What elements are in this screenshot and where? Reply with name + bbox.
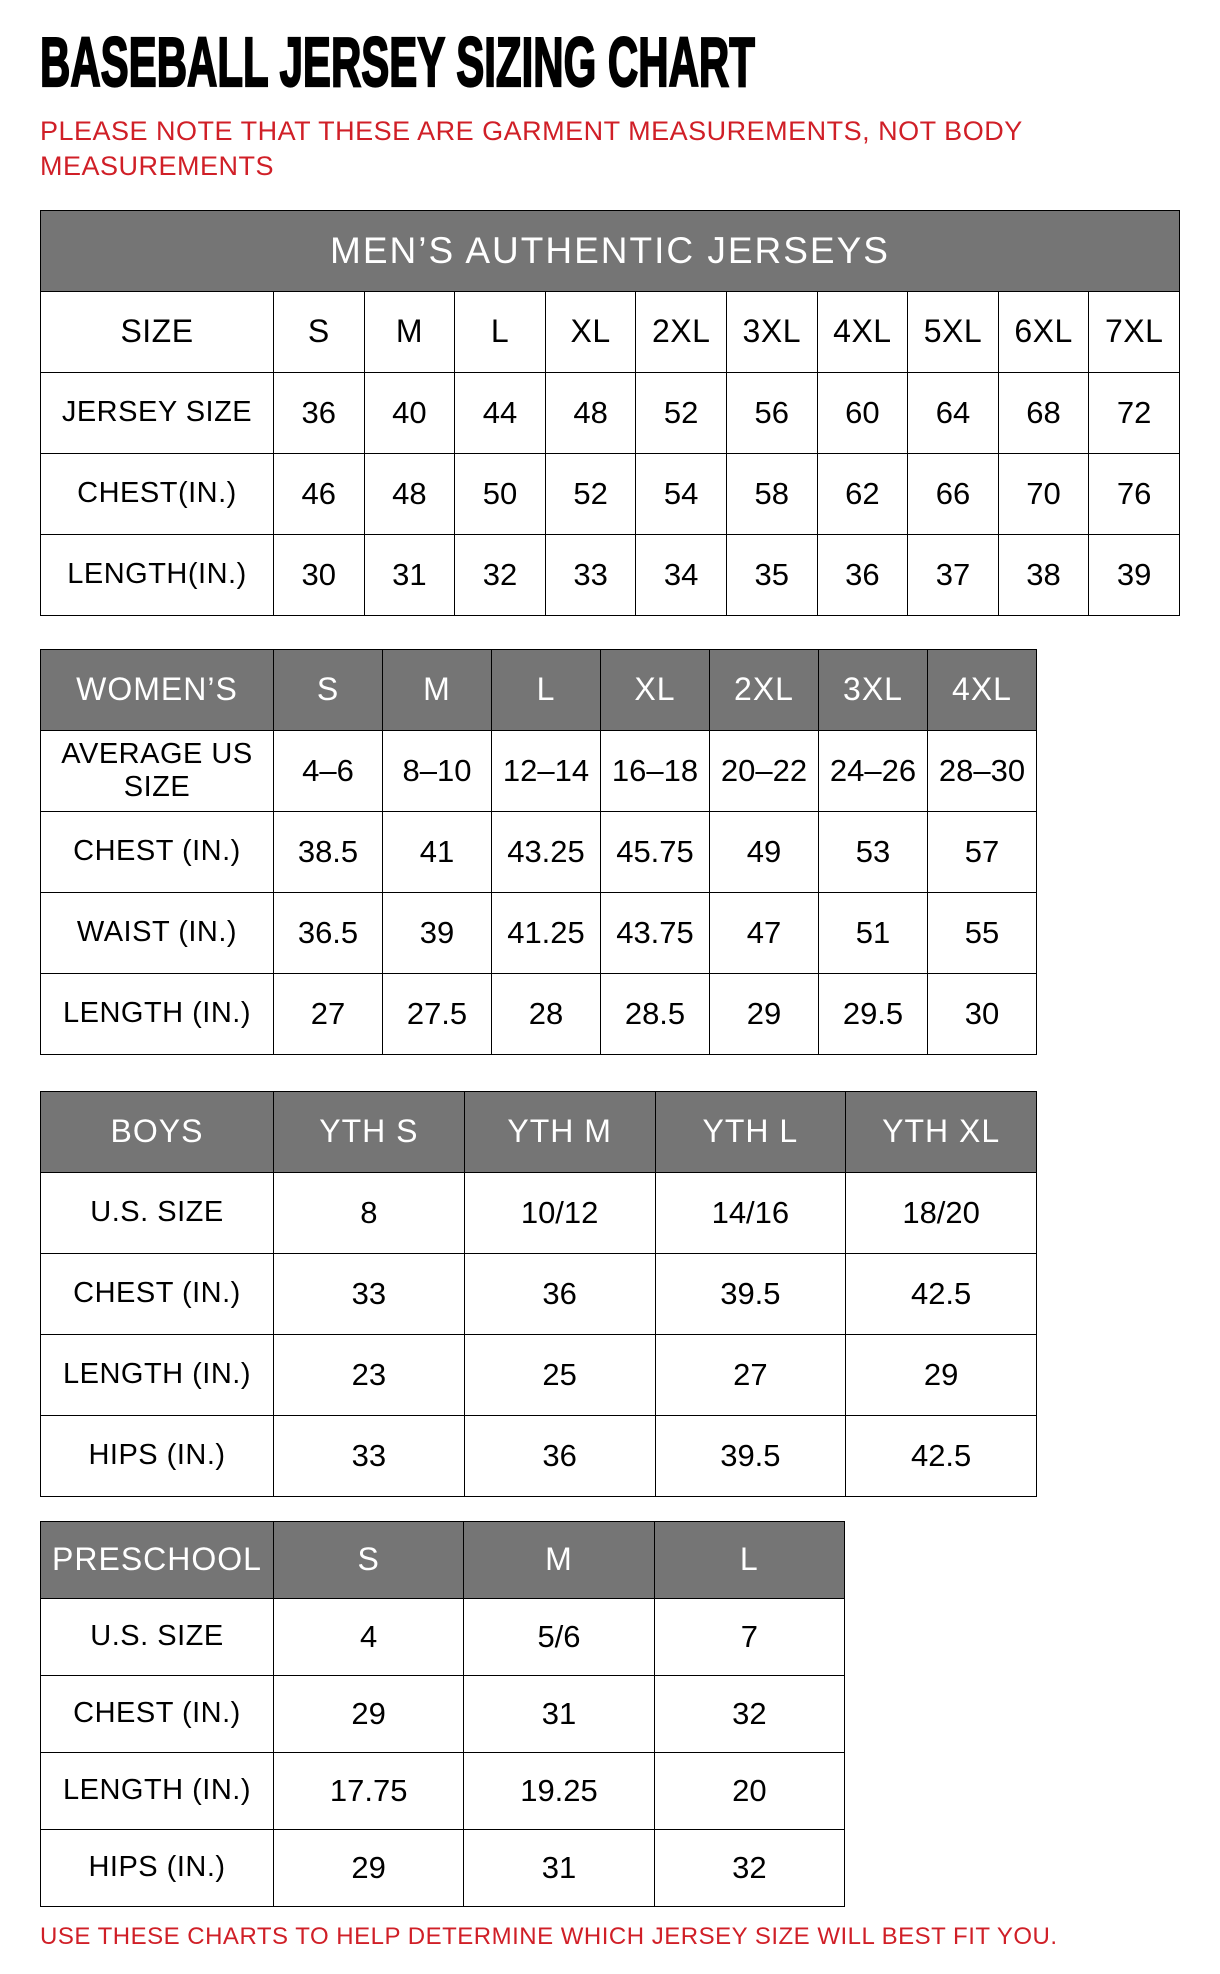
size-value-cell: 42.5 — [846, 1253, 1037, 1334]
size-value-cell: 72 — [1089, 372, 1180, 453]
row-label: LENGTH (IN.) — [41, 1334, 274, 1415]
size-value-cell: 62 — [817, 453, 908, 534]
size-value-cell: 46 — [274, 453, 365, 534]
size-value-cell: 30 — [928, 973, 1037, 1054]
size-value-cell: 34 — [636, 534, 727, 615]
column-header-row — [41, 649, 1037, 730]
size-value-cell: 31 — [364, 534, 455, 615]
size-value-cell: 28 — [492, 973, 601, 1054]
size-value-cell: 10/12 — [464, 1172, 655, 1253]
row-label: CHEST(IN.) — [41, 453, 274, 534]
size-value-cell: 48 — [545, 372, 636, 453]
size-value-cell: 43.75 — [601, 892, 710, 973]
column-header: 6XL — [998, 291, 1089, 372]
row-label: WAIST (IN.) — [41, 892, 274, 973]
size-value-cell: 4–6 — [274, 730, 383, 811]
size-value-cell: 32 — [654, 1675, 844, 1752]
row-label: LENGTH(IN.) — [41, 534, 274, 615]
boys-sizing-table — [40, 1091, 1037, 1497]
column-header: 5XL — [908, 291, 999, 372]
size-value-cell: 36 — [464, 1415, 655, 1496]
column-header: XL — [601, 649, 710, 730]
row-label: JERSEY SIZE — [41, 372, 274, 453]
table-row — [41, 1253, 1037, 1334]
size-value-cell: 37 — [908, 534, 999, 615]
column-header: 4XL — [817, 291, 908, 372]
column-header: YTH S — [274, 1091, 465, 1172]
page-title: BASEBALL JERSEY SIZING CHART — [40, 23, 755, 101]
size-value-cell: 35 — [726, 534, 817, 615]
row-label: CHEST (IN.) — [41, 1253, 274, 1334]
row-label: CHEST (IN.) — [41, 1675, 274, 1752]
size-value-cell: 29 — [274, 1675, 464, 1752]
size-value-cell: 12–14 — [492, 730, 601, 811]
size-value-cell: 30 — [274, 534, 365, 615]
row-label: LENGTH (IN.) — [41, 1752, 274, 1829]
column-header: M — [364, 291, 455, 372]
size-value-cell: 44 — [455, 372, 546, 453]
table-row — [41, 1829, 845, 1906]
size-value-cell: 16–18 — [601, 730, 710, 811]
column-header: YTH XL — [846, 1091, 1037, 1172]
row-label: CHEST (IN.) — [41, 811, 274, 892]
size-value-cell: 50 — [455, 453, 546, 534]
size-value-cell: 29 — [274, 1829, 464, 1906]
column-header: YTH L — [655, 1091, 846, 1172]
size-value-cell: 24–26 — [819, 730, 928, 811]
table-row — [41, 1172, 1037, 1253]
table-row — [41, 1675, 845, 1752]
size-value-cell: 29 — [846, 1334, 1037, 1415]
row-label: U.S. SIZE — [41, 1172, 274, 1253]
size-value-cell: 31 — [464, 1829, 654, 1906]
size-value-cell: 14/16 — [655, 1172, 846, 1253]
size-value-cell: 36 — [274, 372, 365, 453]
size-value-cell: 29.5 — [819, 973, 928, 1054]
size-value-cell: 20 — [654, 1752, 844, 1829]
size-value-cell: 68 — [998, 372, 1089, 453]
table-row — [41, 892, 1037, 973]
column-header: PRESCHOOL — [41, 1521, 274, 1598]
table-row — [41, 973, 1037, 1054]
row-label: LENGTH (IN.) — [41, 973, 274, 1054]
table-row — [41, 534, 1180, 615]
size-value-cell: 76 — [1089, 453, 1180, 534]
garment-measurement-note: PLEASE NOTE THAT THESE ARE GARMENT MEASUREMENTS, NOT BODY MEASUREMENTS — [40, 115, 1023, 182]
size-value-cell: 17.75 — [274, 1752, 464, 1829]
size-value-cell: 52 — [636, 372, 727, 453]
size-value-cell: 23 — [274, 1334, 465, 1415]
size-value-cell: 27 — [274, 973, 383, 1054]
size-value-cell: 48 — [364, 453, 455, 534]
size-value-cell: 60 — [817, 372, 908, 453]
column-header: 2XL — [710, 649, 819, 730]
table-row — [41, 1598, 845, 1675]
column-header: L — [654, 1521, 844, 1598]
column-header: XL — [545, 291, 636, 372]
column-header-row — [41, 1091, 1037, 1172]
size-value-cell: 51 — [819, 892, 928, 973]
size-value-cell: 54 — [636, 453, 727, 534]
column-header: 3XL — [726, 291, 817, 372]
column-header: SIZE — [41, 291, 274, 372]
size-value-cell: 57 — [928, 811, 1037, 892]
size-value-cell: 64 — [908, 372, 999, 453]
size-value-cell: 55 — [928, 892, 1037, 973]
row-label: HIPS (IN.) — [41, 1415, 274, 1496]
size-value-cell: 39 — [383, 892, 492, 973]
womens-sizing-table — [40, 649, 1037, 1055]
size-value-cell: 66 — [908, 453, 999, 534]
size-value-cell: 36 — [817, 534, 908, 615]
column-header-row — [41, 291, 1180, 372]
size-value-cell: 36.5 — [274, 892, 383, 973]
row-label: HIPS (IN.) — [41, 1829, 274, 1906]
size-value-cell: 33 — [274, 1415, 465, 1496]
size-value-cell: 33 — [545, 534, 636, 615]
table-row — [41, 811, 1037, 892]
table-row — [41, 1334, 1037, 1415]
size-value-cell: 33 — [274, 1253, 465, 1334]
size-value-cell: 25 — [464, 1334, 655, 1415]
column-header: M — [464, 1521, 654, 1598]
size-value-cell: 52 — [545, 453, 636, 534]
table-row — [41, 1415, 1037, 1496]
size-value-cell: 49 — [710, 811, 819, 892]
column-header-row — [41, 1521, 845, 1598]
size-value-cell: 70 — [998, 453, 1089, 534]
size-value-cell: 38.5 — [274, 811, 383, 892]
column-header: S — [274, 1521, 464, 1598]
fit-advice-footer: USE THESE CHARTS TO HELP DETERMINE WHICH JERSEY SIZE WILL BEST FIT YOU. — [40, 1922, 1058, 1950]
size-value-cell: 43.25 — [492, 811, 601, 892]
size-value-cell: 18/20 — [846, 1172, 1037, 1253]
size-value-cell: 4 — [274, 1598, 464, 1675]
table-row — [41, 1752, 845, 1829]
size-value-cell: 40 — [364, 372, 455, 453]
table-banner-row — [41, 210, 1180, 291]
column-header: S — [274, 291, 365, 372]
column-header: YTH M — [464, 1091, 655, 1172]
size-value-cell: 28.5 — [601, 973, 710, 1054]
size-value-cell: 31 — [464, 1675, 654, 1752]
size-value-cell: 27.5 — [383, 973, 492, 1054]
column-header: BOYS — [41, 1091, 274, 1172]
size-value-cell: 27 — [655, 1334, 846, 1415]
size-value-cell: 29 — [710, 973, 819, 1054]
size-value-cell: 41.25 — [492, 892, 601, 973]
size-value-cell: 32 — [654, 1829, 844, 1906]
table-row — [41, 372, 1180, 453]
size-value-cell: 58 — [726, 453, 817, 534]
size-value-cell: 28–30 — [928, 730, 1037, 811]
column-header: 7XL — [1089, 291, 1180, 372]
size-value-cell: 39 — [1089, 534, 1180, 615]
size-value-cell: 42.5 — [846, 1415, 1037, 1496]
size-value-cell: 36 — [464, 1253, 655, 1334]
size-value-cell: 20–22 — [710, 730, 819, 811]
table-row — [41, 730, 1037, 811]
row-label: U.S. SIZE — [41, 1598, 274, 1675]
preschool-sizing-table — [40, 1521, 845, 1907]
column-header: 4XL — [928, 649, 1037, 730]
size-value-cell: 45.75 — [601, 811, 710, 892]
size-value-cell: 19.25 — [464, 1752, 654, 1829]
column-header: 2XL — [636, 291, 727, 372]
column-header: WOMEN’S — [41, 649, 274, 730]
size-value-cell: 8 — [274, 1172, 465, 1253]
size-value-cell: 7 — [654, 1598, 844, 1675]
column-header: M — [383, 649, 492, 730]
table-row — [41, 453, 1180, 534]
size-value-cell: 32 — [455, 534, 546, 615]
row-label: AVERAGE US SIZE — [41, 730, 274, 811]
size-value-cell: 5/6 — [464, 1598, 654, 1675]
size-value-cell: 39.5 — [655, 1253, 846, 1334]
size-value-cell: 38 — [998, 534, 1089, 615]
column-header: 3XL — [819, 649, 928, 730]
size-value-cell: 47 — [710, 892, 819, 973]
size-value-cell: 8–10 — [383, 730, 492, 811]
size-value-cell: 41 — [383, 811, 492, 892]
column-header: L — [492, 649, 601, 730]
column-header: L — [455, 291, 546, 372]
size-value-cell: 56 — [726, 372, 817, 453]
mens-banner: MEN’S AUTHENTIC JERSEYS — [41, 210, 1180, 291]
size-value-cell: 39.5 — [655, 1415, 846, 1496]
mens-sizing-table — [40, 210, 1180, 616]
size-value-cell: 53 — [819, 811, 928, 892]
column-header: S — [274, 649, 383, 730]
